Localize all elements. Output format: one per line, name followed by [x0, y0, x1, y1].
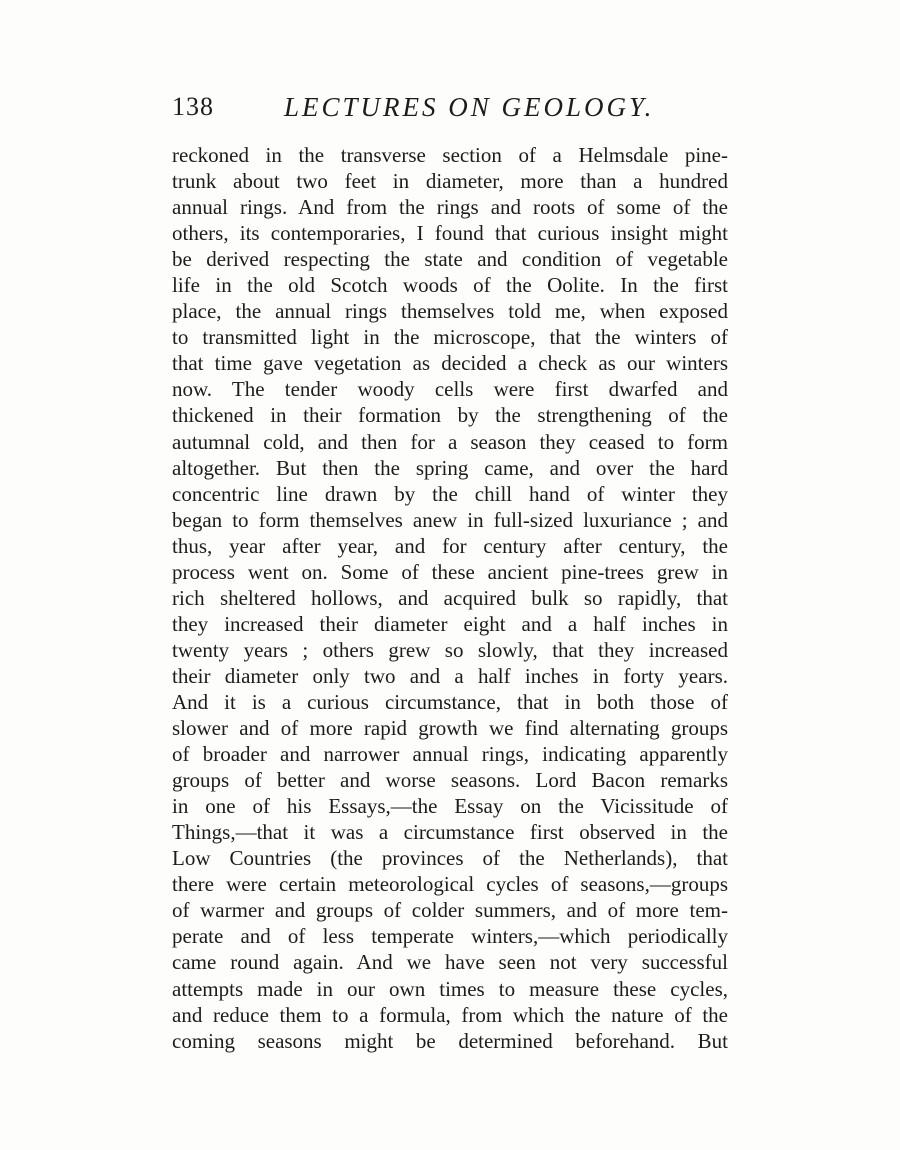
text-line: autumnal cold, and then for a season they ceased to form	[172, 429, 728, 454]
text-line: reckoned in the transverse section of a Helmsdale pine-	[172, 143, 728, 167]
text-line: there were certain meteorological cycles of seasons,—groups	[172, 872, 728, 897]
text-line: trunk about two feet in diameter, more than a hundred	[172, 169, 728, 194]
text-line: began to form themselves anew in full-sized luxuriance ; and	[172, 507, 728, 532]
text-line: thus, year after year, and for century after century, the	[172, 533, 728, 558]
text-line: thickened in their formation by the strengthening of the	[172, 403, 728, 428]
text-line: concentric line drawn by the chill hand of winter they	[172, 481, 728, 506]
text-line: groups of better and worse seasons. Lord Bacon remarks	[172, 768, 728, 793]
text-line: others, its contemporaries, I found that curious insight might	[172, 221, 728, 246]
text-line: of warmer and groups of colder summers, and of more tem-	[172, 898, 728, 923]
text-line: process went on. Some of these ancient pine-trees grew in	[172, 559, 728, 584]
page-number: 138	[172, 92, 214, 121]
text-line: Low Countries (the provinces of the Netherlands), that	[172, 846, 728, 871]
text-line: life in the old Scotch woods of the Oolite. In the first	[172, 273, 728, 298]
text-line: came round again. And we have seen not very successful	[172, 950, 728, 975]
text-line: And it is a curious circumstance, that in both those of	[172, 689, 728, 714]
text-line: place, the annual rings themselves told me, when exposed	[172, 299, 728, 324]
text-line: be derived respecting the state and condition of vegetable	[172, 247, 728, 272]
text-line: and reduce them to a formula, from which the nature of the	[172, 1002, 728, 1027]
text-line: their diameter only two and a half inches in forty years.	[172, 663, 728, 688]
text-line: of broader and narrower annual rings, indicating apparently	[172, 742, 728, 767]
text-line: annual rings. And from the rings and roots of some of the	[172, 195, 728, 220]
text-line: now. The tender woody cells were first dwarfed and	[172, 377, 728, 402]
text-line: perate and of less temperate winters,—which periodically	[172, 924, 728, 949]
running-head	[172, 92, 732, 128]
text-line: twenty years ; others grew so slowly, that they increased	[172, 637, 728, 662]
text-line: they increased their diameter eight and a half inches in	[172, 611, 728, 636]
text-line: Things,—that it was a circumstance first observed in the	[172, 820, 728, 845]
text-line: attempts made in our own times to measure these cycles,	[172, 976, 728, 1001]
text-line: in one of his Essays,—the Essay on the Vicissitude of	[172, 794, 728, 819]
body-text	[172, 142, 728, 1054]
running-title: LECTURES ON GEOLOGY.	[284, 92, 655, 122]
text-line: that time gave vegetation as decided a check as our winters	[172, 351, 728, 376]
text-line: altogether. But then the spring came, and over the hard	[172, 455, 728, 480]
text-line: to transmitted light in the microscope, that the winters of	[172, 325, 728, 350]
text-line: coming seasons might be determined beforehand. But	[172, 1028, 728, 1053]
text-line: rich sheltered hollows, and acquired bulk so rapidly, that	[172, 585, 728, 610]
text-line: slower and of more rapid growth we find alternating groups	[172, 716, 728, 741]
